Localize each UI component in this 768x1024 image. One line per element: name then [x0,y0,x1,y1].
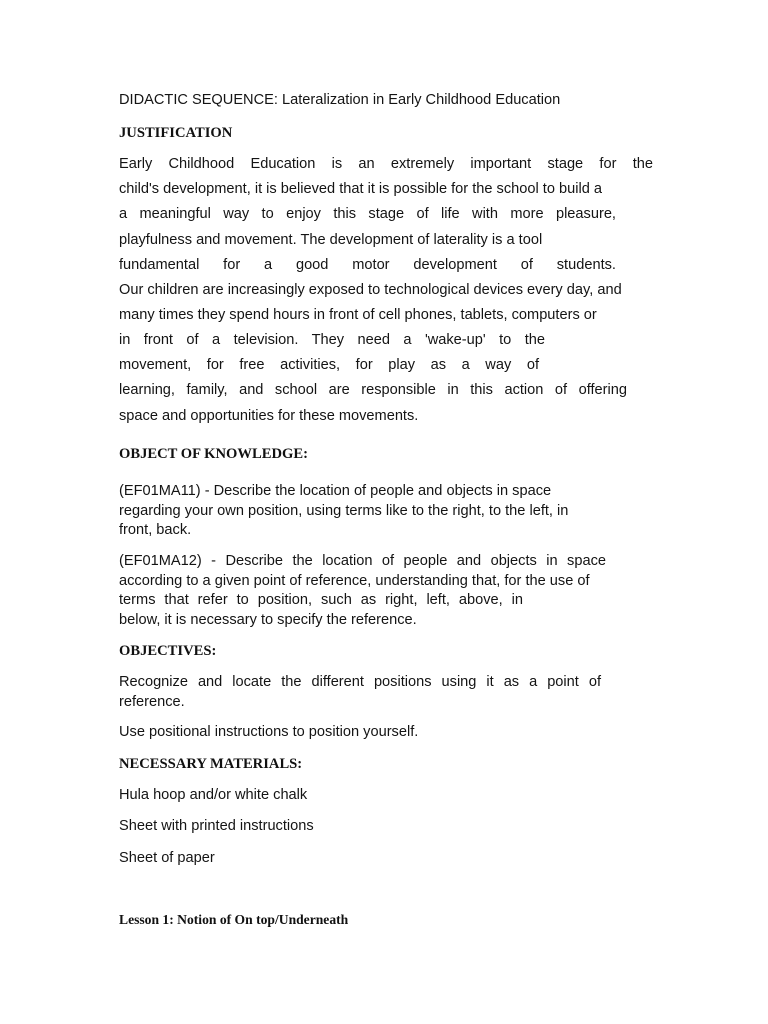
justification-line: playfulness and movement. The development of laterality is a tool [119,232,543,248]
justification-line: fundamental for a good motor development of students. [119,257,616,273]
object-of-knowledge-heading: OBJECT OF KNOWLEDGE: [119,446,308,462]
justification-line: Our children are increasingly exposed to technological devices every day, and [119,282,622,298]
objective-line: Recognize and locate the different positions using it as a point of [119,674,601,690]
objective-item [119,673,633,712]
knowledge-line: (EF01MA12) - Describe the location of people and objects in space [119,553,606,569]
knowledge-line: according to a given point of reference, understanding that, for the use of [119,572,590,589]
justification-line: a meaningful way to enjoy this stage of life with more pleasure, [119,206,616,222]
document-title: DIDACTIC SEQUENCE: Lateralization in Early Childhood Education [119,92,561,108]
justification-heading: JUSTIFICATION [119,125,233,141]
knowledge-line: (EF01MA11) - Describe the location of people and objects in space [119,483,552,499]
justification-line: Early Childhood Education is an extremely important stage for the [119,156,653,172]
objective-item: Use positional instructions to position yourself. [119,724,419,740]
lesson-heading: Lesson 1: Notion of On top/Underneath [119,912,349,927]
knowledge-line: below, it is necessary to specify the reference. [119,611,417,628]
knowledge-line: terms that refer to position, such as right, left, above, in [119,592,523,608]
justification-line: child's development, it is believed that it is possible for the school to build a [119,181,603,197]
justification-line: learning, family, and school are responsible in this action of offering [119,382,627,398]
justification-line: in front of a television. They need a 'wake-up' to the [119,332,545,348]
knowledge-line: front, back. [119,522,192,538]
material-item: Sheet with printed instructions [119,818,314,834]
material-item: Hula hoop and/or white chalk [119,787,308,803]
material-item: Sheet of paper [119,850,215,866]
objectives-heading: OBJECTIVES: [119,643,217,659]
justification-line: movement, for free activities, for play as a way of [119,357,539,373]
knowledge-item-ef01ma11 [119,482,633,541]
knowledge-line: regarding your own position, using terms like to the right, to the left, in [119,502,569,519]
materials-heading: NECESSARY MATERIALS: [119,756,303,772]
justification-line: many times they spend hours in front of cell phones, tablets, computers or [119,307,597,323]
knowledge-item-ef01ma12 [119,552,633,630]
objective-line: reference. [119,693,185,710]
justification-line: space and opportunities for these movements. [119,408,419,424]
